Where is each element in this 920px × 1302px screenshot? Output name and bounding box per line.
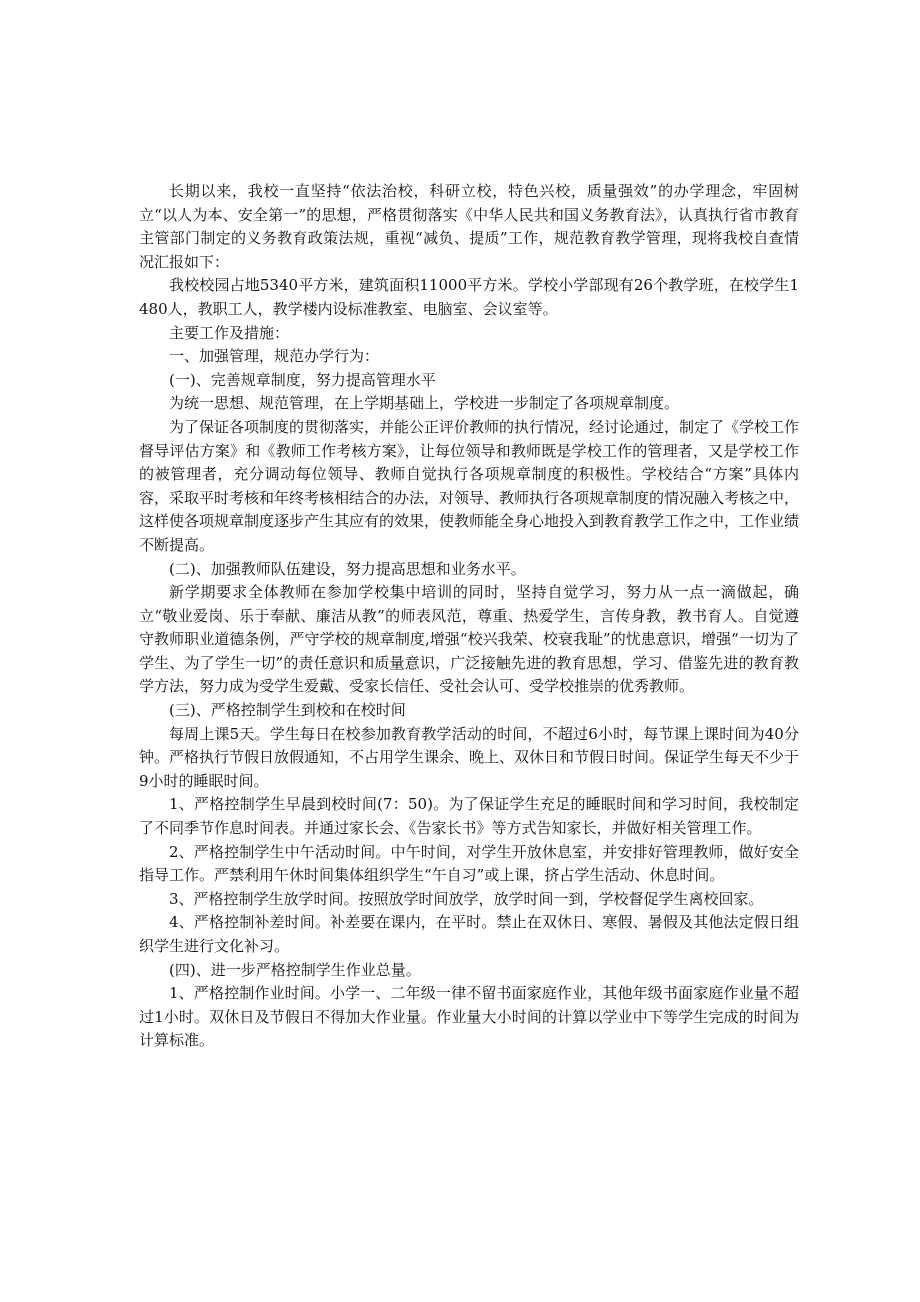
paragraph: 我校校园占地5340平方米，建筑面积11000平方米。学校小学部现有26个教学班，在校学生1480人，教职工人，教学楼内设标准教室、电脑室、会议室等。 — [139, 276, 799, 318]
subsection-heading: (四)、进一步严格控制学生作业总量。 — [169, 960, 421, 979]
paragraph: 长期以来，我校一直坚持“依法治校，科研立校，特色兴校，质量强效”的办学理念，牢固树立“以人为本、安全第一”的思想，严格贯彻落实《中华人民共和国义务教育法》，认真执行省市教育主管部门制定的义务教育政策法规，重视“减负、提质”工作，规范教育教学管理，现将我校自查情况汇报如下： — [139, 182, 799, 271]
list-item: 4、严格控制补差时间。补差要在课内，在平时。禁止在双休日、寒假、暑假及其他法定假日组织学生进行文化补习。 — [139, 913, 799, 955]
list-item: 1、严格控制作业时间。小学一、二年级一律不留书面家庭作业，其他年级书面家庭作业量不超过1小时。双休日及节假日不得加大作业量。作业量大小时间的计算以学业中下等学生完成的时间为计算标准。 — [139, 984, 799, 1050]
subsection-heading: (三)、严格控制学生到校和在校时间 — [169, 701, 406, 720]
paragraph: 每周上课5天。学生每日在校参加教育教学活动的时间，不超过6小时，每节课上课时间为40分钟。严格执行节假日放假通知，不占用学生课余、晚上、双休日和节假日时间。保证学生每天不少于9小时的睡眠时间。 — [139, 724, 800, 790]
paragraph: 主要工作及措施： — [169, 323, 290, 342]
document-body — [139, 180, 799, 1053]
list-item: 1、严格控制学生早晨到校时间(7：50)。为了保证学生充足的睡眠时间和学习时间，我校制定了不同季节作息时间表。并通过家长会、《告家长书》等方式告知家长，并做好相关管理工作。 — [139, 795, 799, 838]
subsection-heading: (一)、完善规章制度，努力提高管理水平 — [169, 370, 436, 389]
subsection-heading: (二)、加强教师队伍建设，努力提高思想和业务水平。 — [169, 559, 526, 578]
list-item: 2、严格控制学生中午活动时间。中午时间，对学生开放休息室，并安排好管理教师，做好安全指导工作。严禁利用午休时间集体组织学生“午自习”或上课，挤占学生活动、休息时间。 — [139, 842, 799, 885]
paragraph: 为统一思想、规范管理，在上学期基础上，学校进一步制定了各项规章制度。 — [169, 394, 680, 413]
paragraph: 为了保证各项制度的贯彻落实，并能公正评价教师的执行情况，经讨论通过，制定了《学校工作督导评估方案》和《教师工作考核方案》，让每位领导和教师既是学校工作的管理者，又是学校工作的被管理者，充分调动每位领导、教师自觉执行各项规章制度的积极性。学校结合“方案”具体内容，采取平时考核和年终考核相结合的办法，对领导、教师执行各项规章制度的情况融入考核之中，这样使各项规章制度逐步产生其应有的效果，使教师能全身心地投入到教育教学工作之中，工作业绩不断提高。 — [139, 417, 800, 554]
paragraph: 新学期要求全体教师在参加学校集中培训的同时，坚持自觉学习，努力从一点一滴做起，确立“敬业爱岗、乐于奉献、廉洁从教”的师表风范，尊重、热爱学生，言传身教，教书育人。自觉遵守教师职业道德条例，严守学校的规章制度,增强“校兴我荣、校衰我耻”的忧患意识，增强“一切为了学生、为了学生一切”的责任意识和质量意识，广泛接触先进的教育思想，学习、借鉴先进的教育教学方法，努力成为受学生爱戴、受家长信任、受社会认可、受学校推崇的优秀教师。 — [139, 583, 799, 696]
section-heading: 一、加强管理，规范办学行为： — [169, 347, 380, 366]
list-item: 3、严格控制学生放学时间。按照放学时间放学，放学时间一到，学校督促学生离校回家。 — [169, 889, 764, 908]
